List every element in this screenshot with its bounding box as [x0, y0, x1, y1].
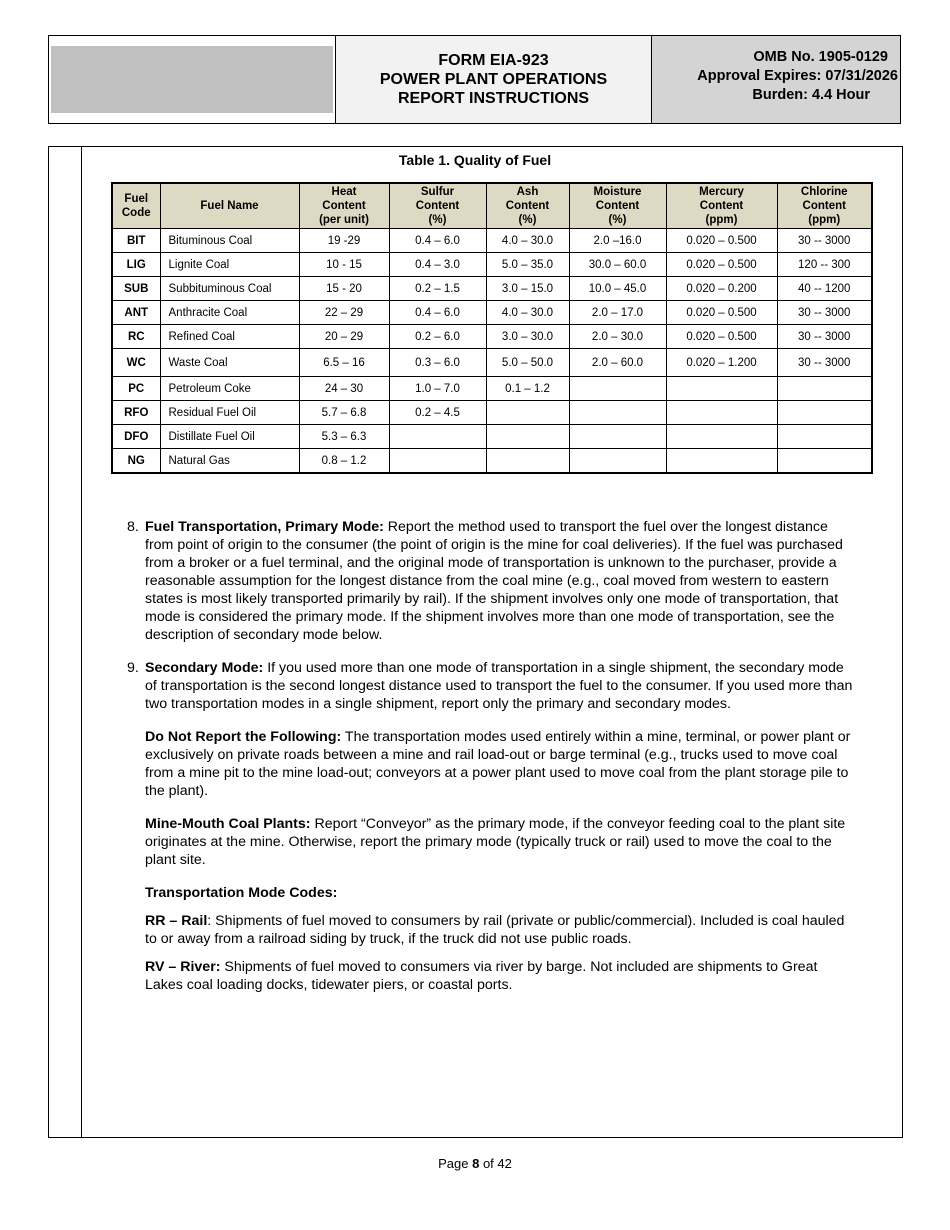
mode-codes-heading — [145, 884, 857, 902]
value-cell: 30 -- 3000 — [777, 349, 872, 377]
value-cell — [569, 449, 666, 474]
do-not-report-label: Do Not Report the Following: — [145, 729, 342, 745]
value-cell: 0.3 – 6.0 — [389, 349, 486, 377]
table-row — [112, 349, 872, 377]
value-cell: 4.0 – 30.0 — [486, 229, 569, 253]
value-cell — [389, 449, 486, 474]
value-cell: 0.4 – 6.0 — [389, 301, 486, 325]
value-cell: 30.0 – 60.0 — [569, 253, 666, 277]
table-row — [112, 253, 872, 277]
page-number: 8 — [472, 1156, 480, 1171]
fuel-code-cell: LIG — [112, 253, 160, 277]
value-cell: 0.020 – 0.500 — [666, 229, 777, 253]
column-header — [777, 183, 872, 229]
value-cell — [486, 449, 569, 474]
value-cell — [666, 425, 777, 449]
value-cell: 0.2 – 1.5 — [389, 277, 486, 301]
fuel-code-cell: PC — [112, 377, 160, 401]
value-cell: 0.1 – 1.2 — [486, 377, 569, 401]
column-header-line: Content — [322, 200, 366, 212]
frame-gutter-line — [81, 147, 82, 1137]
table-title: Table 1. Quality of Fuel — [398, 152, 552, 168]
rail-code-text: : Shipments of fuel moved to consumers by rail (private or public/commercial). Included is coal hauled to or away from a railroad siding by truck, if the truck did not use public roads. — [145, 913, 845, 947]
value-cell: 0.4 – 6.0 — [389, 229, 486, 253]
value-cell: 2.0 –16.0 — [569, 229, 666, 253]
value-cell: 22 – 29 — [299, 301, 389, 325]
column-header — [299, 183, 389, 229]
column-header — [389, 183, 486, 229]
fuel-code-cell: DFO — [112, 425, 160, 449]
column-header — [112, 183, 160, 229]
page-suffix: of 42 — [479, 1156, 512, 1171]
table-row — [112, 277, 872, 301]
table-body — [112, 229, 872, 474]
value-cell: 5.0 – 50.0 — [486, 349, 569, 377]
item-secondary-mode — [117, 659, 857, 713]
form-subtitle-2: REPORT INSTRUCTIONS — [397, 90, 590, 107]
value-cell: 30 -- 3000 — [777, 301, 872, 325]
value-cell: 0.2 – 4.5 — [389, 401, 486, 425]
rail-code-label: RR – Rail — [145, 913, 208, 929]
fuel-code-cell: SUB — [112, 277, 160, 301]
form-subtitle-1: POWER PLANT OPERATIONS — [379, 71, 608, 88]
fuel-name-cell: Refined Coal — [160, 325, 299, 349]
column-header-line: Content — [415, 200, 460, 212]
form-title: FORM EIA-923 — [438, 52, 549, 69]
page-prefix: Page — [438, 1156, 473, 1171]
value-cell: 0.020 – 1.200 — [666, 349, 777, 377]
river-code-label: RV – River: — [145, 959, 221, 975]
column-header-line: Fuel Name — [200, 200, 259, 212]
value-cell: 0.020 – 0.200 — [666, 277, 777, 301]
table-row — [112, 449, 872, 474]
fuel-name-cell: Bituminous Coal — [160, 229, 299, 253]
column-header-line: Moisture — [593, 186, 642, 198]
value-cell: 0.020 – 0.500 — [666, 253, 777, 277]
value-cell: 1.0 – 7.0 — [389, 377, 486, 401]
river-code-paragraph — [145, 958, 857, 994]
table-row — [112, 401, 872, 425]
value-cell: 0.4 – 3.0 — [389, 253, 486, 277]
do-not-report-paragraph — [145, 728, 857, 800]
value-cell: 2.0 – 60.0 — [569, 349, 666, 377]
value-cell — [777, 377, 872, 401]
value-cell: 20 – 29 — [299, 325, 389, 349]
rail-code-paragraph — [145, 912, 857, 948]
item-primary-mode — [117, 518, 857, 644]
value-cell: 10 - 15 — [299, 253, 389, 277]
fuel-name-cell: Waste Coal — [160, 349, 299, 377]
column-header-line: Sulfur — [420, 186, 455, 198]
mode-codes-label: Transportation Mode Codes: — [145, 885, 338, 901]
value-cell — [486, 425, 569, 449]
column-header-line: Code — [121, 207, 151, 219]
value-cell: 0.8 – 1.2 — [299, 449, 389, 474]
value-cell — [486, 401, 569, 425]
fuel-code-cell: BIT — [112, 229, 160, 253]
value-cell — [389, 425, 486, 449]
value-cell: 3.0 – 15.0 — [486, 277, 569, 301]
mine-mouth-paragraph — [145, 815, 857, 869]
value-cell — [666, 401, 777, 425]
approval-expires: Approval Expires: 07/31/2026 — [697, 68, 898, 84]
fuel-code-cell: RFO — [112, 401, 160, 425]
omb-number: OMB No. 1905-0129 — [753, 49, 888, 65]
column-header — [160, 183, 299, 229]
table-row — [112, 229, 872, 253]
column-header-line: Chlorine — [800, 186, 848, 198]
instructions-body — [117, 518, 857, 1009]
column-header-line: (ppm) — [808, 214, 841, 226]
value-cell — [666, 377, 777, 401]
table-row — [112, 425, 872, 449]
column-header-line: Content — [505, 200, 550, 212]
form-header — [48, 35, 901, 124]
value-cell — [777, 401, 872, 425]
item-label: Secondary Mode: — [145, 660, 264, 676]
value-cell: 0.2 – 6.0 — [389, 325, 486, 349]
value-cell: 0.020 – 0.500 — [666, 325, 777, 349]
column-header-line: Content — [699, 200, 744, 212]
value-cell — [569, 425, 666, 449]
value-cell: 19 -29 — [299, 229, 389, 253]
fuel-name-cell: Residual Fuel Oil — [160, 401, 299, 425]
column-header-line: (per unit) — [319, 214, 369, 226]
table-header-row — [112, 183, 872, 229]
header-title-block — [336, 36, 652, 123]
value-cell: 5.7 – 6.8 — [299, 401, 389, 425]
table-row — [112, 377, 872, 401]
value-cell: 10.0 – 45.0 — [569, 277, 666, 301]
fuel-name-cell: Distillate Fuel Oil — [160, 425, 299, 449]
value-cell — [777, 449, 872, 474]
value-cell: 3.0 – 30.0 — [486, 325, 569, 349]
table-row — [112, 301, 872, 325]
value-cell: 2.0 – 17.0 — [569, 301, 666, 325]
river-code-text: Shipments of fuel moved to consumers via river by barge. Not included are shipments to Great Lakes coal loading docks, tidewater piers, or coastal ports. — [145, 959, 818, 993]
column-header-line: Ash — [516, 186, 539, 198]
column-header-line: Content — [595, 200, 640, 212]
column-header-line: Fuel — [124, 193, 149, 205]
value-cell — [777, 425, 872, 449]
page-footer — [0, 1156, 950, 1171]
value-cell: 30 -- 3000 — [777, 229, 872, 253]
mine-mouth-text: Report “Conveyor” as the primary mode, if the conveyor feeding coal to the plant site originates at the mine. Otherwise, report the primary mode (typically truck or rail) used to move the coal to the plant site. — [145, 816, 846, 868]
item-number: 8. — [127, 519, 139, 535]
value-cell: 30 -- 3000 — [777, 325, 872, 349]
column-header — [569, 183, 666, 229]
burden-hours: Burden: 4.4 Hour — [752, 87, 870, 103]
column-header-line: (%) — [428, 214, 447, 226]
value-cell: 5.0 – 35.0 — [486, 253, 569, 277]
column-header-line: (%) — [608, 214, 627, 226]
value-cell: 6.5 – 16 — [299, 349, 389, 377]
fuel-quality-table — [111, 182, 873, 474]
column-header-line: Heat — [331, 186, 357, 198]
value-cell: 24 – 30 — [299, 377, 389, 401]
column-header-line: Content — [802, 200, 846, 212]
fuel-code-cell: WC — [112, 349, 160, 377]
item-number: 9. — [127, 660, 139, 676]
do-not-report-text: The transportation modes used entirely within a mine, terminal, or power plant or exclusively on private roads between a mine and rail load-out or barge terminal (e.g., trucks used to move coal from a mine pit to the mine load-out; conveyors at a power plant used to move coal from the plant storage pile to the plant). — [145, 729, 851, 799]
value-cell: 4.0 – 30.0 — [486, 301, 569, 325]
value-cell — [569, 401, 666, 425]
fuel-code-cell: NG — [112, 449, 160, 474]
item-text: Report the method used to transport the fuel over the longest distance from point of origin to the consumer (the point of origin is the mine for coal deliveries). If the fuel was purchased from a broker or a fuel terminal, and the original mode of transportation is unknown to the purchaser, provide a reasonable assumption for the longest distance from the coal mine (e.g., coal moved from western to eastern states is most likely transported primarily by rail). If the shipment involves only one mode of transportation, that mode is considered the primary mode. If the shipment involves more than one mode of transportation, see the description of secondary mode below. — [145, 519, 843, 643]
header-logo-area — [49, 36, 336, 123]
column-header-line: (%) — [518, 214, 537, 226]
item-text: If you used more than one mode of transportation in a single shipment, the secondary mode of transportation is the second longest distance used to transport the fuel to the consumer. If you used more than two transportation modes in a single shipment, report only the primary and secondary modes. — [145, 660, 853, 712]
value-cell: 2.0 – 30.0 — [569, 325, 666, 349]
item-label: Fuel Transportation, Primary Mode: — [145, 519, 384, 535]
fuel-code-cell: ANT — [112, 301, 160, 325]
header-grey-panel — [51, 46, 333, 113]
value-cell: 15 - 20 — [299, 277, 389, 301]
fuel-name-cell: Lignite Coal — [160, 253, 299, 277]
fuel-name-cell: Anthracite Coal — [160, 301, 299, 325]
value-cell — [569, 377, 666, 401]
column-header — [666, 183, 777, 229]
value-cell: 5.3 – 6.3 — [299, 425, 389, 449]
value-cell: 40 -- 1200 — [777, 277, 872, 301]
value-cell — [666, 449, 777, 474]
column-header-line: Mercury — [699, 186, 744, 198]
column-header — [486, 183, 569, 229]
fuel-name-cell: Subbituminous Coal — [160, 277, 299, 301]
fuel-name-cell: Natural Gas — [160, 449, 299, 474]
fuel-name-cell: Petroleum Coke — [160, 377, 299, 401]
column-header-line: (ppm) — [705, 214, 738, 226]
table-row — [112, 325, 872, 349]
fuel-code-cell: RC — [112, 325, 160, 349]
value-cell: 120 -- 300 — [777, 253, 872, 277]
value-cell: 0.020 – 0.500 — [666, 301, 777, 325]
mine-mouth-label: Mine-Mouth Coal Plants: — [145, 816, 311, 832]
header-omb-block — [652, 36, 900, 123]
